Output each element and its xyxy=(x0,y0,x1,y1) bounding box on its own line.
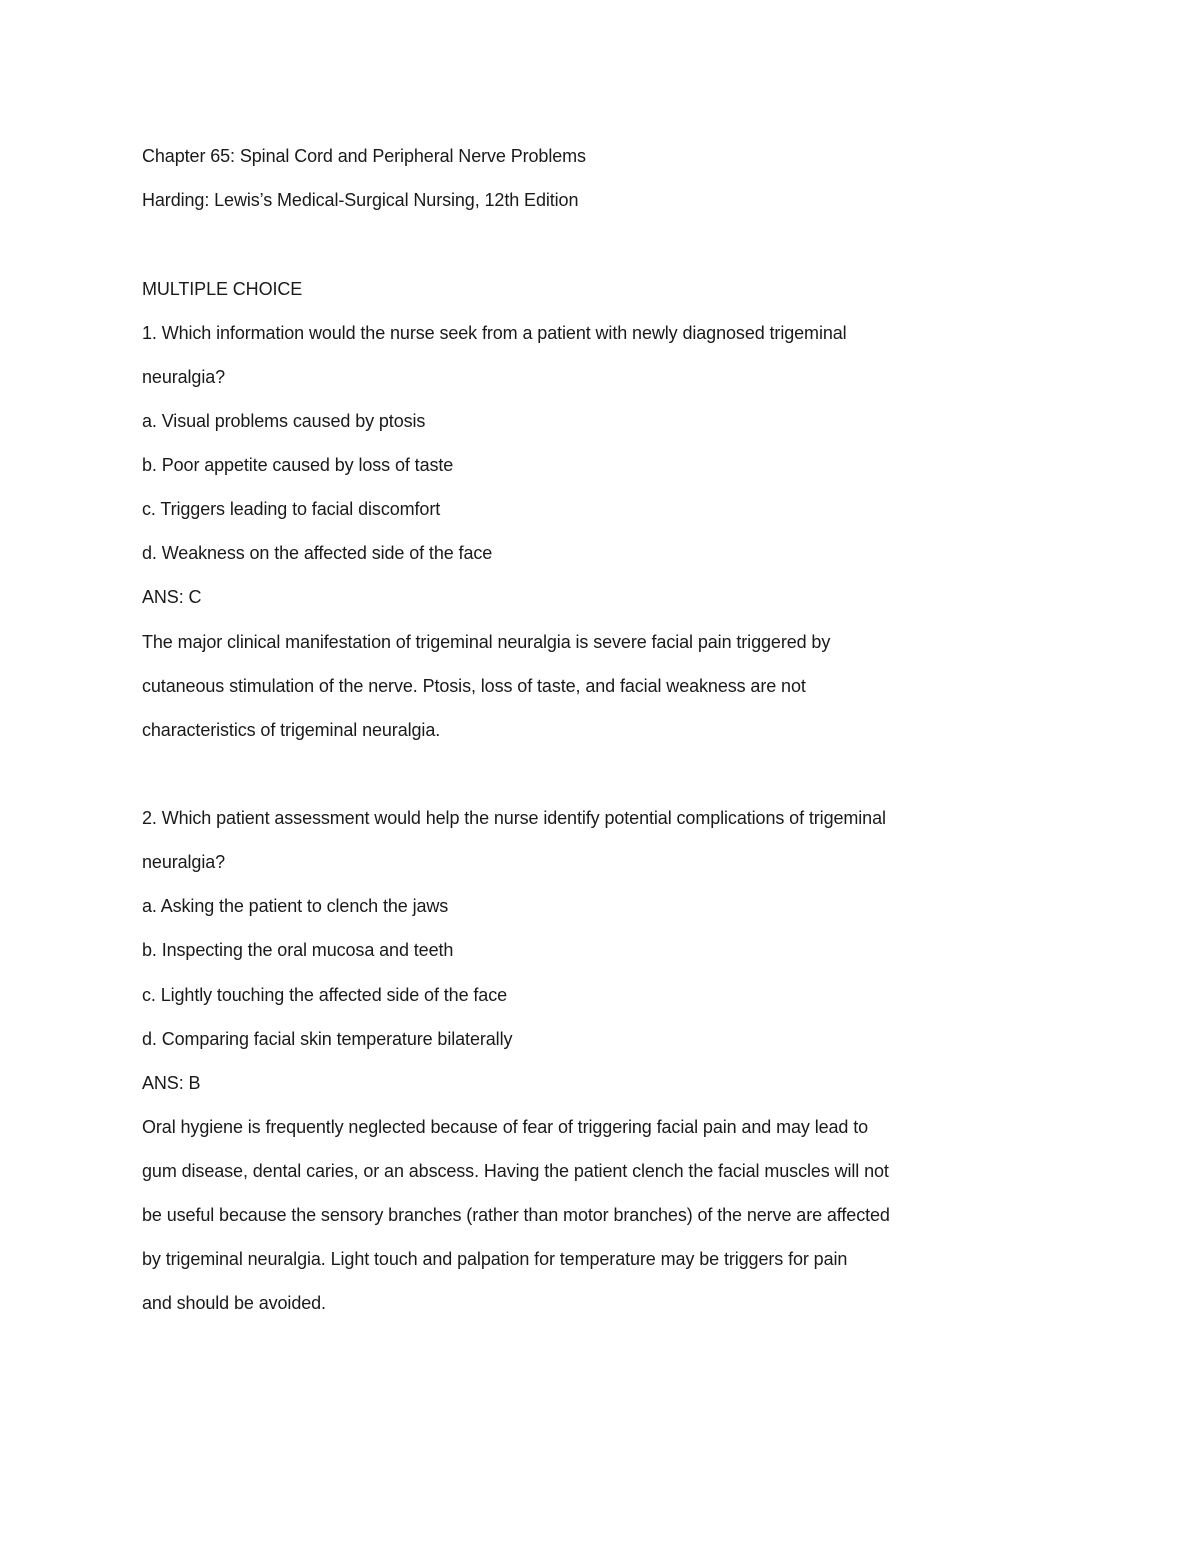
rationale-line: gum disease, dental caries, or an abscess. Having the patient clench the facial muscles will not xyxy=(142,1161,889,1181)
rationale-line: by trigeminal neuralgia. Light touch and palpation for temperature may be triggers for pain xyxy=(142,1249,848,1269)
question-stem: 2. Which patient assessment would help the nurse identify potential complications of trigeminal xyxy=(142,808,886,828)
chapter-title: Chapter 65: Spinal Cord and Peripheral Nerve Problems xyxy=(142,146,586,166)
rationale-line: The major clinical manifestation of trigeminal neuralgia is severe facial pain triggered by xyxy=(142,632,831,652)
option-b: b. Poor appetite caused by loss of taste xyxy=(142,455,454,475)
option-a: a. Visual problems caused by ptosis xyxy=(142,411,426,431)
option-b: b. Inspecting the oral mucosa and teeth xyxy=(142,940,454,960)
answer-key: ANS: C xyxy=(142,587,202,607)
section-heading: MULTIPLE CHOICE xyxy=(142,279,303,299)
book-reference: Harding: Lewis’s Medical-Surgical Nursing, 12th Edition xyxy=(142,190,579,210)
option-c: c. Triggers leading to facial discomfort xyxy=(142,499,441,519)
option-c: c. Lightly touching the affected side of the face xyxy=(142,985,508,1005)
rationale-line: cutaneous stimulation of the nerve. Ptosis, loss of taste, and facial weakness are not xyxy=(142,676,806,696)
rationale-line: Oral hygiene is frequently neglected because of fear of triggering facial pain and may lead to xyxy=(142,1117,869,1137)
question-stem-continued: neuralgia? xyxy=(142,852,226,872)
answer-key: ANS: B xyxy=(142,1073,201,1093)
rationale-line: and should be avoided. xyxy=(142,1293,326,1313)
rationale-line: characteristics of trigeminal neuralgia. xyxy=(142,720,441,740)
option-d: d. Weakness on the affected side of the face xyxy=(142,543,493,563)
option-a: a. Asking the patient to clench the jaws xyxy=(142,896,449,916)
question-stem-continued: neuralgia? xyxy=(142,367,226,387)
question-stem: 1. Which information would the nurse seek from a patient with newly diagnosed trigeminal xyxy=(142,323,847,343)
rationale-line: be useful because the sensory branches (rather than motor branches) of the nerve are affected xyxy=(142,1205,890,1225)
option-d: d. Comparing facial skin temperature bilaterally xyxy=(142,1029,513,1049)
